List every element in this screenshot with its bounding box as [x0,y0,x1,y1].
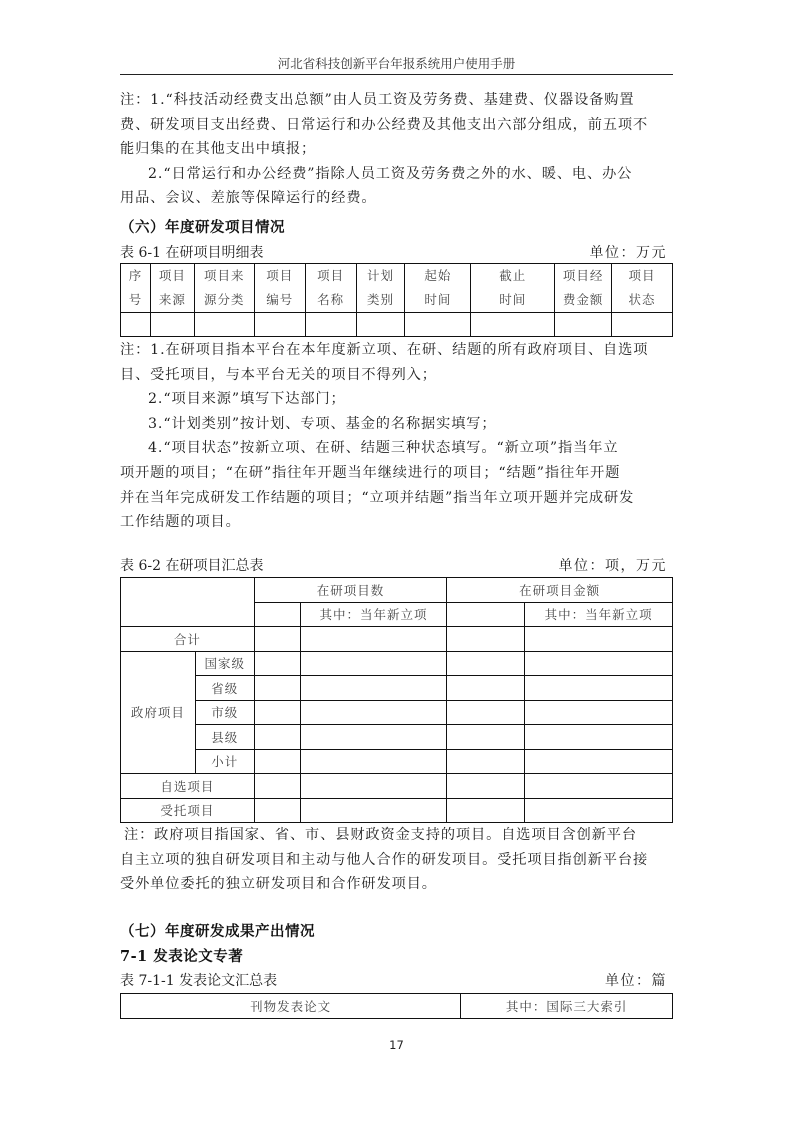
col-subheader-new-count: 其中：当年新立项 [300,602,447,627]
table-6-2-unit: 单位：项，万元 [558,558,667,574]
note-line: 费、研发项目支出经费、日常运行和办公经费及其他支出六部分组成，前五项不 [120,116,649,133]
table-7-1-1-caption: 表 7-1-1 发表论文汇总表 [120,973,278,989]
table-cell[interactable] [300,725,447,750]
note-line: 2.“日常运行和办公经费”指除人员工资及劳务费之外的水、暖、电、办公 [148,165,633,182]
table-6-2-caption-row [120,555,673,575]
section-heading-6: （六）年度研发项目情况 [120,219,285,236]
section-heading-7: （七）年度研发成果产出情况 [120,923,315,940]
table-cell[interactable] [121,313,151,337]
table-cell[interactable] [300,676,447,701]
table-cell[interactable] [525,749,673,774]
table-cell[interactable] [254,676,300,701]
table-6-2-caption: 表 6-2 在研项目汇总表 [120,558,264,574]
col-header-line: 源分类 [204,292,245,307]
table-cell[interactable] [254,313,305,337]
note-line: 能归集的在其他支出中填报； [120,141,317,158]
note-line: 用品、会议、差旅等保障运行的经费。 [120,190,377,207]
col-header-line: 名称 [317,292,345,307]
col-header [612,264,673,313]
row-label-total: 合计 [121,627,255,652]
table-cell[interactable] [525,774,673,799]
col-subheader-new-amount: 其中：当年新立项 [525,602,673,627]
table-cell[interactable] [447,749,525,774]
col-header-journal-papers: 刊物发表论文 [121,994,461,1019]
row-label-entrusted: 受托项目 [121,798,255,823]
table-header-row [121,264,673,313]
col-header-intl-index: 其中：国际三大索引 [461,994,673,1019]
row-label-level: 县级 [195,725,254,750]
col-header [305,264,356,313]
col-header-line: 项目 [266,268,294,283]
table-cell[interactable] [525,700,673,725]
table-cell[interactable] [300,700,447,725]
col-header-line: 状态 [628,292,656,307]
table-cell[interactable] [300,774,447,799]
col-header-line: 时间 [424,292,452,307]
table-cell[interactable] [525,651,673,676]
table-cell[interactable] [525,798,673,823]
note-block-expenses [120,88,676,211]
table-cell[interactable] [300,627,447,652]
col-header [405,264,471,313]
col-header [471,264,555,313]
table-row-gov-national [121,651,673,676]
col-header-line: 项目 [628,268,656,283]
table-cell[interactable] [150,313,194,337]
table-row-entrusted [121,798,673,823]
table-7-1-1-unit: 单位：篇 [605,973,667,989]
col-header-line: 项目来 [204,268,245,283]
table-cell[interactable] [612,313,673,337]
table-cell[interactable] [254,651,300,676]
row-label-level: 市级 [195,700,254,725]
table-cell[interactable] [254,627,300,652]
table-6-1 [120,263,673,337]
table-row-gov-subtotal [121,749,673,774]
table-6-2 [120,577,673,823]
page-number: 17 [389,1038,404,1052]
table-cell[interactable] [356,313,405,337]
col-header-line: 号 [128,292,143,307]
table-7-1-1-caption-row [120,970,673,990]
note-line: 2.“项目来源”填写下达部门； [148,391,346,408]
note-block-table-6-2 [120,823,680,897]
col-header [150,264,194,313]
col-header-line: 项目 [317,268,345,283]
note-line: 注：政府项目指国家、省、市、县财政资金支持的项目。自选项目含创新平台 [124,827,637,843]
table-cell[interactable] [254,700,300,725]
row-label-level: 小计 [195,749,254,774]
table-row-gov-municipal [121,700,673,725]
note-line: 工作结题的项目。 [120,514,241,531]
table-7-1-1 [120,993,673,1019]
table-cell[interactable] [405,313,471,337]
table-cell[interactable] [447,700,525,725]
table-6-1-caption-row [120,242,673,262]
col-header-line: 起始 [424,268,452,283]
note-line: 项开题的项目；“在研”指往年开题当年继续进行的项目；“结题”指往年开题 [120,464,621,481]
table-row [121,313,673,337]
col-header-line: 计划 [367,268,395,283]
table-cell[interactable] [447,725,525,750]
note-line: 目、受托项目，与本平台无关的项目不得列入； [120,366,437,383]
col-header-line: 类别 [367,292,395,307]
subsection-heading-7-1: 7-1 发表论文专著 [120,948,244,965]
col-header-project-count: 在研项目数 [254,578,447,603]
note-line: 3.“计划类别”按计划、专项、基金的名称据实填写； [148,415,497,432]
table-row-self-selected [121,774,673,799]
note-line: 自主立项的独自研发项目和主动与他人合作的研发项目。受托项目指创新平台接 [120,851,649,868]
table-cell [447,602,525,627]
note-line: 注：1.在研项目指本平台在本年度新立项、在研、结题的所有政府项目、自选项 [120,342,649,358]
row-label-self-selected: 自选项目 [121,774,255,799]
table-cell[interactable] [447,676,525,701]
running-header: 河北省科技创新平台年报系统用户使用手册 [277,56,516,71]
table-cell[interactable] [254,798,300,823]
table-cell[interactable] [525,725,673,750]
table-cell[interactable] [447,774,525,799]
table-cell[interactable] [305,313,356,337]
table-cell[interactable] [254,725,300,750]
table-cell[interactable] [254,749,300,774]
note-line: 并在当年完成研发工作结题的项目；“立项并结题”指当年立项开题并完成研发 [120,489,635,506]
col-header-line: 编号 [266,292,294,307]
header-divider [120,74,673,75]
table-cell[interactable] [447,798,525,823]
row-label-government: 政府项目 [121,651,196,774]
col-header [254,264,305,313]
note-line: 4.“项目状态”按新立项、在研、结题三种状态填写。“新立项”指当年立 [148,440,619,457]
table-row-gov-county [121,725,673,750]
note-block-table-6-1 [120,338,676,535]
col-header-line: 项目 [158,268,186,283]
col-header-line: 序 [128,268,143,283]
row-label-level: 国家级 [195,651,254,676]
table-header-row [121,994,673,1019]
table-cell[interactable] [447,651,525,676]
table-cell[interactable] [447,627,525,652]
table-cell[interactable] [471,313,555,337]
col-header-project-amount: 在研项目金额 [447,578,673,603]
col-header [194,264,254,313]
table-cell[interactable] [254,774,300,799]
table-cell[interactable] [555,313,612,337]
col-header-line: 费金额 [562,292,604,307]
note-line: 受外单位委托的独立研发项目和合作研发项目。 [120,876,437,893]
table-header-row [121,578,673,603]
table-cell[interactable] [525,676,673,701]
table-row-gov-provincial [121,676,673,701]
table-header-corner [121,578,255,627]
col-header-line: 截止 [499,268,527,283]
table-cell[interactable] [300,749,447,774]
col-header [356,264,405,313]
table-cell [254,602,300,627]
col-header-line: 项目经 [562,268,604,283]
table-cell[interactable] [300,651,447,676]
col-header [121,264,151,313]
note-line: 注：1.“科技活动经费支出总额”由人员工资及劳务费、基建费、仪器设备购置 [120,92,635,108]
row-label-level: 省级 [195,676,254,701]
table-6-1-caption: 表 6-1 在研项目明细表 [120,245,264,261]
table-cell[interactable] [300,798,447,823]
table-row-total [121,627,673,652]
col-header [555,264,612,313]
table-6-1-unit: 单位：万元 [589,245,667,261]
col-header-line: 时间 [499,292,527,307]
table-cell[interactable] [194,313,254,337]
table-cell[interactable] [525,627,673,652]
col-header-line: 来源 [158,292,186,307]
